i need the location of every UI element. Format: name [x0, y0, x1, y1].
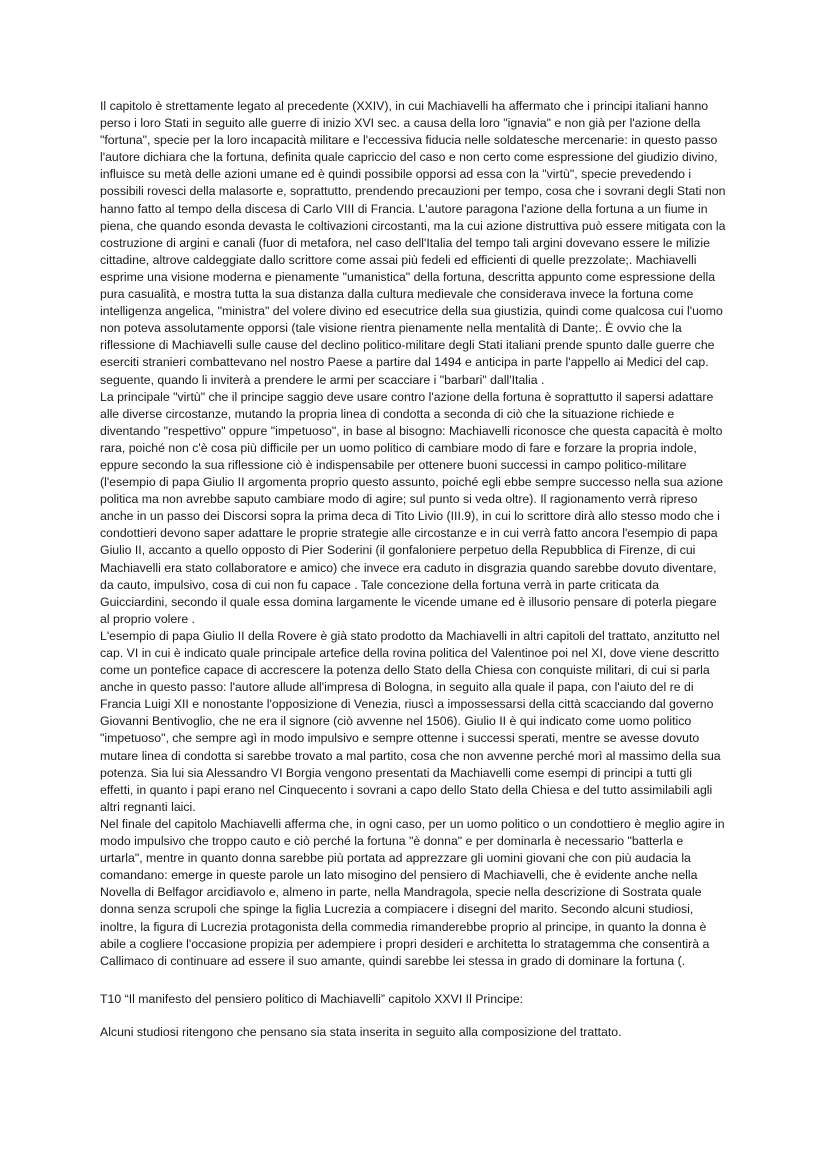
paragraph-fortuna-intro: Il capitolo è strettamente legato al precedente (XXIV), in cui Machiavelli ha affermato che i principi italiani hanno perso i loro Stati in seguito alle guerre di inizio XVI sec. a causa della loro "ignavia" e non già per l'azione della "fortuna", specie per la loro incapacità militare e l'eccessiva fiducia nelle soldatesche mercenarie: in questo passo l'autore dichiara che la fortuna, definita quale capriccio del caso e non certo come espressione del giudizio divino, influisce su metà delle azioni umane ed è quindi possibile opporsi ad essa con la "virtù", specie prevedendo i possibili rovesci della malasorte e, soprattutto, prendendo precauzioni per tempo, cosa che i sovrani degli Stati non hanno fatto al tempo della discesa di Carlo VIII di Francia. L'autore paragona l'azione della fortuna a un fiume in piena, che quando esonda devasta le coltivazioni circostanti, ma la cui azione distruttiva può essere mitigata con la costruzione di argini e canali (fuor di metafora, nel caso dell'Italia del tempo tali argini dovevano essere le milizie cittadine, altrove caldeggiate dallo scrittore come assai più fedeli ed efficienti di quelle prezzolate;. Machiavelli esprime una visione moderna e pienamente "umanistica" della fortuna, descritta appunto come espressione della pura casualità, e mostra tutta la sua distanza dalla cultura medievale che considerava invece la fortuna come intelligenza angelica, "ministra" del volere divino ed esecutrice della sua giustizia, quindi come qualcosa cui l'uomo non poteva assolutamente opporsi (tale visione rientra pienamente nella mentalità di Dante;. È ovvio che la riflessione di Machiavelli sulle cause del declino politico-militare degli Stati italiani prende spunto dalle guerre che eserciti stranieri combattevano nel nostro Paese a partire dal 1494 e anticipa in parte l'appello ai Medici del cap. seguente, quando li inviterà a prendere le armi per scacciare i "barbari" dall'Italia . [100, 99, 726, 387]
commentary-body [100, 98, 728, 970]
paragraph-finale-capitolo: Nel finale del capitolo Machiavelli afferma che, in ogni caso, per un uomo politico o un condottiero è meglio agire in modo impulsivo che troppo cauto e ciò perché la fortuna "è donna" e per dominarla è necessario "batterla e urtarla", mentre in quanto donna sarebbe più portata ad apprezzare gli uomini giovani che con più audacia la comandano: emerge in queste parole un lato misogino del pensiero di Machiavelli, che è evidente anche nella Novella di Belfagor arcidiavolo e, almeno in parte, nella Mandragola, specie nella descrizione di Sostrata quale donna senza scrupoli che spinge la figlia Lucrezia a compiacere i disegni del marito. Secondo alcuni studiosi, inoltre, la figura di Lucrezia protagonista della commedia rimanderebbe proprio al principe, in quanto la donna è abile a cogliere l'occasione propizia per adempiere i propri desideri e architetta lo stratagemma che consentirà a Callimaco di continuare ad essere il suo amante, quindi sarebbe lei stessa in grado di dominare la fortuna (. [100, 816, 725, 968]
paragraph-giulio-ii: L'esempio di papa Giulio II della Rovere è già stato prodotto da Machiavelli in altri capitoli del trattato, anzitutto nel cap. VI in cui è indicato quale principale artefice della rovina politica del Valentinoe poi nel XI, dove viene descritto come un pontefice capace di accrescere la potenza dello Stato della Chiesa con conquiste militari, di cui si parla anche in questo passo: l'autore allude all'impresa di Bologna, in seguito alla quale il papa, con l'aiuto del re di Francia Luigi XII e nonostante l'opposizione di Venezia, riuscì a impossessarsi della città scacciando dal governo Giovanni Bentivoglio, che ne era il signore (ciò avvenne nel 1506). Giulio II è qui indicato come uomo politico "impetuoso", che sempre agì in modo impulsivo e sempre ottenne i successi sperati, mentre se avesse dovuto mutare linea di condotta si sarebbe trovato a mal partito, cosa che non avvenne perché morì al massimo della sua potenza. Sia lui sia Alessandro VI Borgia vengono presentati da Machiavelli come esempi di principi a tutti gli effetti, in quanto i papi erano nel Cinquecento i sovrani a capo dello Stato della Chiesa e del tutto assimilabili agli altri regnanti laici. [100, 628, 721, 814]
paragraph-virtu-adattamento: La principale "virtù" che il principe saggio deve usare contro l'azione della fortuna è soprattutto il sapersi adattare alle diverse circostanze, mutando la propria linea di condotta a seconda di ciò che la situazione richiede e diventando "respettivo" oppure "impetuoso", in base al bisogno: Machiavelli riconosce che questa capacità è molto rara, poiché non c'è cosa più difficile per un uomo politico di cambiare modo di fare e forzare la propria indole, eppure secondo la sua riflessione ciò è indispensabile per ottenere buoni successi in campo politico-militare (l'esempio di papa Giulio II argomenta proprio questo assunto, poiché egli ebbe sempre successo nella sua azione politica ma non avrebbe saputo cambiare modo di agire; sul punto si veda oltre). Il ragionamento verrà ripreso anche in un passo dei Discorsi sopra la prima deca di Tito Livio (III.9), in cui lo scrittore dirà allo stesso modo che i condottieri devono saper adattare le proprie strategie alle circostanze e in cui verrà fatto ancora l'esempio di papa Giulio II, accanto a quello opposto di Pier Soderini (il gonfaloniere perpetuo della Repubblica di Firenze, di cui Machiavelli era stato collaboratore e amico) che invece era caduto in disgrazia quando sarebbe dovuto diventare, da cauto, impulsivo, cosa di cui non fu capace . Tale concezione della fortuna verrà in parte criticata da Guicciardini, secondo il quale essa domina largamente le vicende umane ed è illusorio pensare di poterla piegare al proprio volere . [100, 389, 724, 626]
section-note: Alcuni studiosi ritengono che pensano sia stata inserita in seguito alla composizione del trattato. [100, 1025, 622, 1039]
section-heading-t10: T10 “Il manifesto del pensiero politico di Machiavelli” capitolo XXVI Il Principe: [100, 992, 524, 1006]
